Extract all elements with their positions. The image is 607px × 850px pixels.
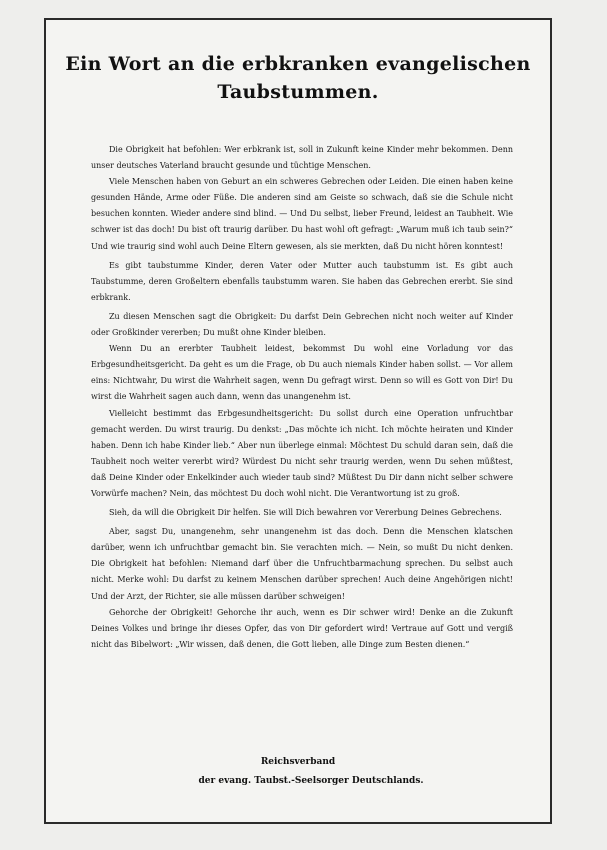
paragraph-4: Zu diesen Menschen sagt die Obrigkeit: Du darfst Dein Gebrechen nicht noch weiter auf Kinder oder Großkinder vererben; Du mußt ohne Kinder bleiben. [91,311,513,338]
paragraph-2: Viele Menschen haben von Geburt an ein schweres Gebrechen oder Leiden. Die einen haben keine gesunden Hände, Arme oder Füße. Die anderen sind am Geiste so schwach, daß sie die Schule nicht besuchen konnten. Wieder andere sind blind. — Und Du selbst, lieber Freund, leidest an Taubheit. Wie schwer ist das doch! Du bist oft traurig darüber. Du hast wohl oft gefragt: „Warum muß ich taub sein?“ Und wie traurig sind wohl auch Deine Eltern gewesen, als sie merkten, daß Du nicht hören konntest! [91,177,513,251]
paragraph-5: Wenn Du an ererbter Taubheit leidest, bekommst Du wohl eine Vorladung vor das Erbgesundheitsgericht. Da geht es um die Frage, ob Du auch niemals Kinder haben sollst. — Vor allem eins: Nichtwahr, Du wirst die Wahrheit sagen, wenn Du gefragt wirst. Denn so will es Gott von Dir! Du wirst die Wahrheit sagen auch dann, wenn das unangenehm ist. [91,344,513,402]
signature-line-2: der evang. Taubst.-Seelsorger Deutschlands. [198,776,424,786]
title-line-1: Ein Wort an die erbkranken evangelischen [65,53,531,75]
signature-line-1: Reichsverband [260,757,336,767]
paragraph-1: Die Obrigkeit hat befohlen: Wer erbkrank ist, soll in Zukunft keine Kinder mehr bekommen. Denn unser deutsches Vaterland braucht gesunde und tüchtige Menschen. [91,145,513,171]
paragraph-9: Gehorche der Obrigkeit! Gehorche ihr auch, wenn es Dir schwer wird! Denke an die Zukunft Deines Volkes und bringe ihr dieses Opfer, das von Dir gefordert wird! Vertraue auf Gott und vergiß nicht das Bibelwort: „Wir wissen, daß denen, die Gott lieben, alle Dinge zum Besten dienen.“ [91,607,513,649]
paragraph-6: Vielleicht bestimmt das Erbgesundheitsgericht: Du sollst durch eine Operation unfruchtbar gemacht werden. Du wirst traurig. Du denkst: „Das möchte ich nicht. Ich möchte heiraten und Kinder haben. Denn ich habe Kinder lieb.“ Aber nun überlege einmal: Möchtest Du schuld daran sein, daß die Taubheit noch weiter vererbt wird? Würdest Du nicht sehr traurig werden, wenn Du sehen müßtest, daß Deine Kinder oder Enkelkinder auch wieder taub sind? Müßtest Du Dir dann nicht selber schwere Vorwürfe machen? Nein, das möchtest Du doch wohl nicht. Die Verantwortung ist zu groß. [91,408,513,498]
paragraph-8: Aber, sagst Du, unangenehm, sehr unangenehm ist das doch. Denn die Menschen klatschen darüber, wenn ich unfruchtbar gemacht bin. Sie verachten mich. — Nein, so mußt Du nicht denken. Die Obrigkeit hat befohlen: Niemand darf über die Unfruchtbarmachung sprechen. Du selbst auch nicht. Merke wohl: Du darfst zu keinem Menschen darüber sprechen! Auch deine Angehörigen nicht! Und der Arzt, der Richter, sie alle müssen darüber schweigen! [91,527,513,601]
document-title [46,50,550,106]
document-frame [44,18,552,824]
document-body [91,142,513,653]
signature-block [46,753,550,791]
paragraph-3: Es gibt taubstumme Kinder, deren Vater oder Mutter auch taubstumm ist. Es gibt auch Taubstumme, deren Großeltern ebenfalls taubstumm waren. Sie haben das Gebrechen ererbt. Sie sind erbkrank. [91,260,513,302]
title-line-2: Taubstummen. [217,81,379,103]
paragraph-7: Sieh, da will die Obrigkeit Dir helfen. Sie will Dich bewahren vor Vererbung Deines Gebrechens. [109,508,502,518]
